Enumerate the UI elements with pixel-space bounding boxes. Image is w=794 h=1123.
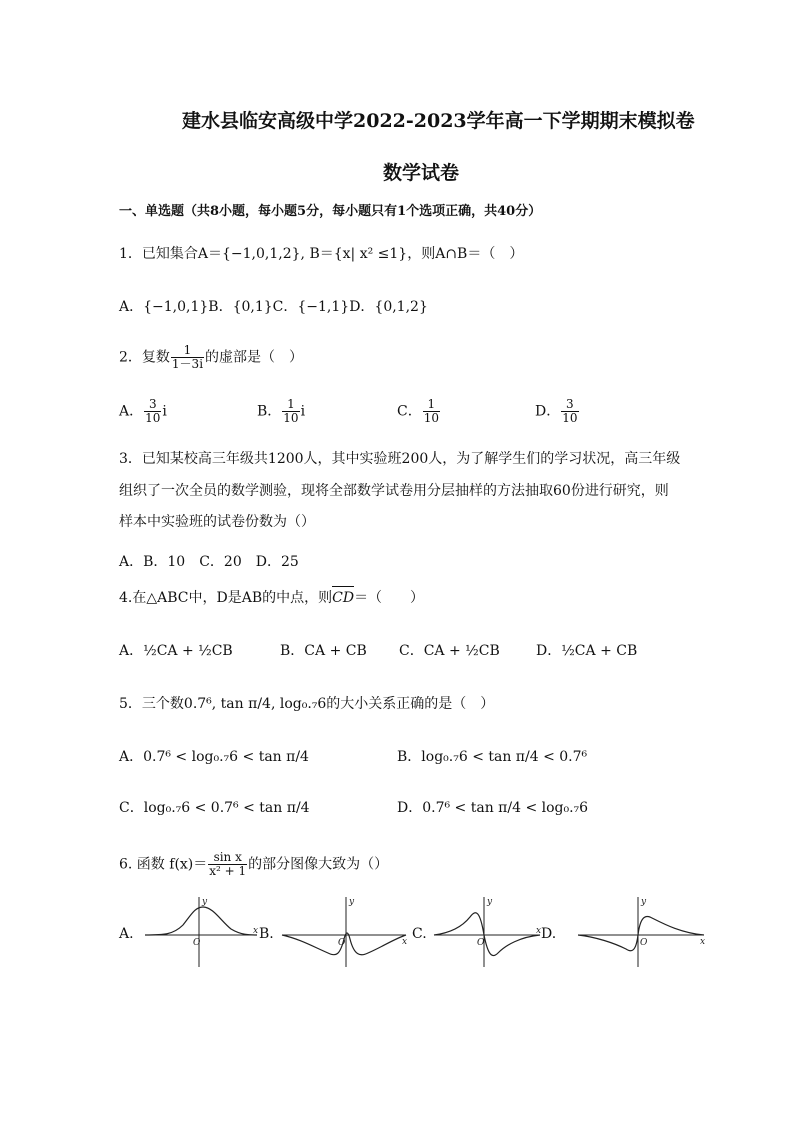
q6-suffix: 的部分图像大致为（） (248, 856, 389, 873)
q2-option-d[interactable]: D． $\frac{3}{10}$ (535, 397, 578, 425)
q6-option-d-label[interactable]: D. (541, 926, 557, 942)
q2-option-b[interactable]: B． $\frac{1}{10}$ i (257, 397, 306, 425)
q6-graph-d[interactable] (576, 895, 708, 969)
svg-text:O: O (640, 938, 648, 948)
svg-text:O: O (193, 938, 201, 948)
question-1-stem: 1．已知集合A＝{−1,0,1,2}, B＝{x| x² ≤1}，则A∩B＝（ ） (119, 246, 524, 262)
question-3-line-1: 3．已知某校高三年级共1200人，其中实验班200人，为了解学生们的学习状况，高三年级 (119, 451, 681, 467)
q2-frac-num: 1 (171, 344, 204, 358)
section-heading: 一、单选题（共8小题，每小题5分，每小题只有1个选项正确，共40分） (119, 204, 542, 219)
q6-option-a-label[interactable]: A. (119, 926, 134, 942)
q4-option-d[interactable]: D．½CA + CB (536, 643, 638, 659)
svg-text:y: y (349, 897, 355, 907)
question-1-options (119, 297, 428, 317)
svg-text:y: y (487, 897, 493, 907)
svg-text:x: x (536, 926, 542, 936)
q2-frac-den: 1－3i (171, 357, 204, 371)
q2-fraction (171, 344, 204, 371)
question-3-line-2: 组织了一次全员的数学测验，现将全部数学试卷用分层抽样的方法抽取60份进行研究，则 (119, 483, 669, 499)
q2-option-c[interactable]: C． $\frac{1}{10}$ (397, 397, 439, 425)
q2-suffix: 的虚部是（ ） (205, 349, 304, 366)
exam-subtitle: 数学试卷 (383, 162, 460, 184)
question-3-options[interactable]: A．B．10 C．20 D．25 (119, 554, 299, 570)
q1-option-d[interactable]: D．{0,1,2} (349, 299, 428, 315)
exam-title: 建水县临安高级中学2022-2023学年高一下学期期末模拟卷 (182, 110, 695, 132)
q6-graph-a[interactable] (143, 895, 261, 969)
q4-stem-b: ＝（ ） (354, 590, 425, 606)
q6-graph-c[interactable] (432, 895, 544, 969)
q6-graph-b[interactable] (280, 895, 410, 969)
q1-option-a[interactable]: A．{−1,0,1} (119, 299, 209, 315)
q5-option-c[interactable]: C．log₀.₇6 < 0.7⁶ < tan π/4 (119, 800, 310, 816)
question-4-stem (119, 588, 424, 608)
q2-prefix: 2．复数 (119, 349, 170, 366)
svg-text:O: O (338, 938, 346, 948)
q4-stem-a: 4.在△ABC中，D是AB的中点，则 (119, 590, 333, 606)
q2-option-a[interactable]: A． $\frac{3}{10}$ i (119, 397, 167, 425)
q6-prefix: 6. 函数 f(x)＝ (119, 856, 208, 873)
svg-text:x: x (402, 937, 408, 947)
q6-fraction: $\frac{\text{sin x}}{\text{x² + 1}}$ (209, 850, 247, 878)
question-2-stem (119, 344, 303, 371)
q5-option-a[interactable]: A．0.7⁶ < log₀.₇6 < tan π/4 (119, 749, 309, 765)
q1-option-c[interactable]: C．{−1,1} (272, 299, 350, 315)
q6-option-c-label[interactable]: C. (412, 926, 427, 942)
q4-option-a[interactable]: A．½CA + ½CB (119, 643, 233, 659)
q4-option-b[interactable]: B．CA + CB (280, 643, 367, 659)
q5-option-b[interactable]: B．log₀.₇6 < tan π/4 < 0.7⁶ (397, 749, 588, 765)
question-5-stem: 5．三个数0.7⁶, tan π/4, log₀.₇6的大小关系正确的是（ ） (119, 696, 495, 712)
q5-option-d[interactable]: D．0.7⁶ < tan π/4 < log₀.₇6 (397, 800, 589, 816)
q1-option-b[interactable]: B．{0,1} (208, 299, 273, 315)
question-3-line-3: 样本中实验班的试卷份数为（） (119, 514, 315, 530)
svg-text:x: x (253, 926, 259, 936)
q4-vector-cd: CD (332, 590, 355, 606)
question-6-stem (119, 851, 388, 878)
svg-text:y: y (641, 897, 647, 907)
q4-option-c[interactable]: C．CA + ½CB (399, 643, 500, 659)
svg-text:O: O (477, 938, 485, 948)
svg-text:y: y (202, 897, 208, 907)
q6-option-b-label[interactable]: B. (259, 926, 274, 942)
svg-text:x: x (700, 937, 706, 947)
